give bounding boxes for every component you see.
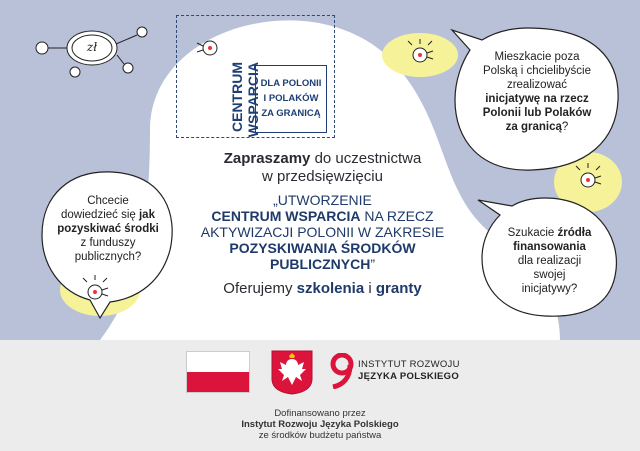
institute-logo-line-1: INSTYTUT ROZWOJU — [358, 359, 460, 370]
bubble-r-line-4: swojej — [533, 269, 566, 281]
bubble-l-line-4: z funduszy — [80, 237, 136, 249]
title-line-2-bold: CENTRUM WSPARCIA — [211, 208, 361, 224]
cofinanced-by: Dofinansowano przez — [274, 408, 366, 419]
polish-eagle-emblem-icon — [270, 349, 314, 395]
offer-prefix: Oferujemy — [223, 280, 297, 297]
project-title — [195, 192, 450, 272]
title-line-3: AKTYWIZACJI POLONII W ZAKRESIE — [200, 224, 445, 240]
offer-grants: granty — [375, 280, 422, 297]
bubble-right-text — [487, 226, 612, 296]
institute-logo-line-2: JĘZYKA POLSKIEGO — [358, 371, 460, 382]
logo-line-1: DLA POLONII — [260, 78, 322, 89]
bubble-l-line-2-bold: jak — [138, 209, 155, 221]
institute-full-name: Instytut Rozwoju Języka Polskiego — [241, 419, 399, 430]
invite-bold: Zapraszamy — [223, 150, 311, 167]
offer-line — [195, 280, 450, 298]
irjp-logo-icon — [330, 353, 354, 389]
bubble-tr-line-3: zrealizować — [506, 79, 568, 91]
logo-line-3: ZA GRANICĄ — [261, 108, 321, 119]
bubble-r-line-2-bold: finansowania — [513, 241, 586, 253]
bubble-tr-bold-3: za granicą — [505, 121, 562, 133]
bubble-tr-line-6 — [462, 120, 612, 134]
title-line-2 — [195, 208, 450, 224]
offer-trainings: szkolenia — [296, 280, 365, 297]
bubble-tr-bold-1: inicjatywę na rzecz — [485, 93, 589, 105]
title-line-4-bold: POZYSKIWANIA ŚRODKÓW — [229, 240, 416, 256]
flag-white-stripe — [187, 352, 249, 372]
invite-rest: do uczestnictwa — [310, 150, 422, 167]
institute-logo-text — [358, 359, 460, 383]
logo-vertical-text-2: WSPARCIA — [245, 62, 261, 138]
title-line-5 — [195, 256, 450, 272]
logo-vertical-text-1: CENTRUM — [229, 62, 245, 132]
bubble-top-right-text — [462, 50, 612, 134]
logo-text-frame — [255, 65, 327, 133]
flag-red-stripe — [187, 372, 249, 392]
invite-line-1 — [195, 150, 450, 168]
title-line-1: „UTWORZENIE — [273, 192, 372, 208]
bubble-l-line-1: Chcecie — [87, 195, 129, 207]
bubble-r-line-1-bold: źródła — [557, 227, 592, 239]
bubble-l-line-3-bold: pozyskiwać środki — [57, 223, 159, 235]
title-line-5-rest: ” — [370, 256, 375, 272]
title-line-4 — [195, 240, 450, 256]
bubble-l-line-2-pre: dowiedzieć się — [61, 209, 139, 221]
invite-line-2: w przedsięwzięciu — [262, 168, 383, 185]
polish-flag — [186, 351, 250, 393]
bubble-r-line-1 — [487, 226, 612, 240]
bubble-tr-bold-2: Polonii lub Polaków — [482, 107, 592, 119]
bubble-r-line-5: inicjatywy? — [521, 283, 578, 295]
bubble-r-line-2 — [487, 240, 612, 254]
bubble-tr-line-2: Polską i chcielibyście — [482, 65, 591, 77]
logo-line-2: I POLAKÓW — [263, 93, 319, 104]
bubble-r-line-1-pre: Szukacie — [507, 227, 558, 239]
bubble-tr-end: ? — [561, 121, 569, 133]
bubble-l-line-3 — [48, 222, 168, 236]
bubble-l-line-2 — [48, 208, 168, 222]
title-line-5-bold: PUBLICZNYCH — [269, 256, 371, 272]
bubble-tr-line-1: Mieszkacie poza — [494, 51, 580, 63]
state-budget-note: ze środków budżetu państwa — [258, 430, 382, 441]
bubble-l-line-5: publicznych? — [74, 251, 142, 263]
bubble-r-line-3: dla realizacji — [517, 255, 582, 267]
coin-label: zł — [86, 40, 98, 54]
bubble-tr-line-4 — [462, 92, 612, 106]
bubble-left-text — [48, 194, 168, 264]
main-message — [195, 150, 450, 298]
bubble-tr-line-5 — [462, 106, 612, 120]
title-line-2-rest: NA RZECZ — [360, 208, 434, 224]
offer-and: i — [364, 280, 376, 297]
